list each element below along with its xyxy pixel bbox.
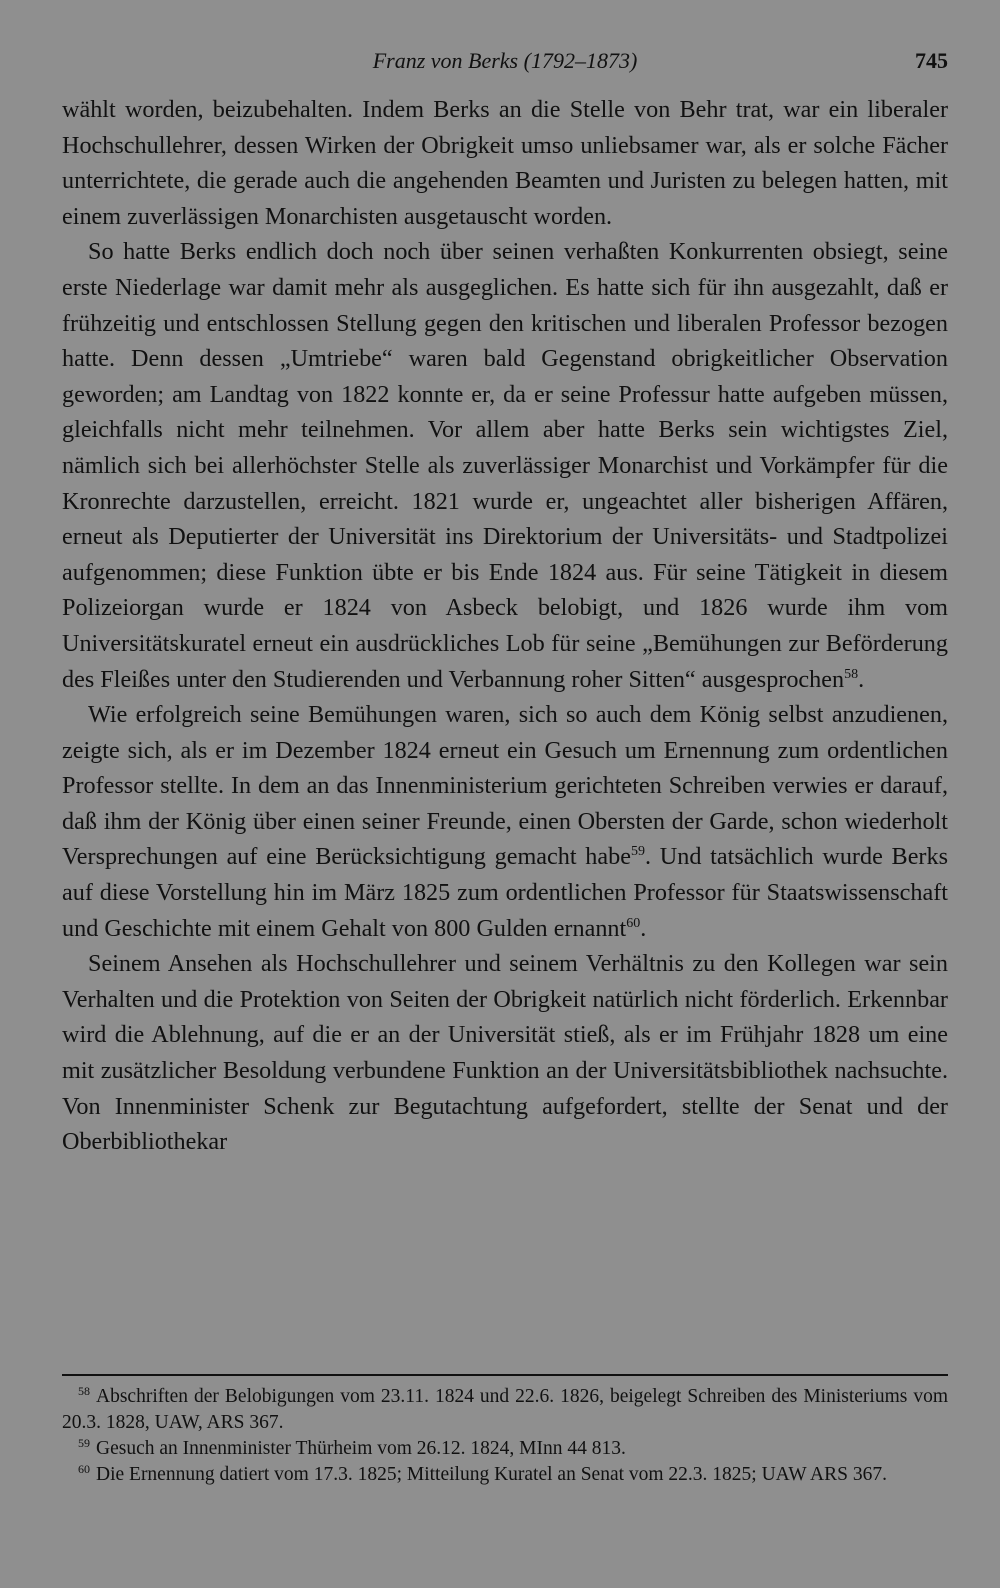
footnote-58 — [62, 1384, 948, 1436]
footnote-59 — [62, 1436, 948, 1462]
paragraph-text: wählt worden, beizubehalten. Indem Berks an die Stelle von Behr trat, war ein liberaler Hochschullehrer, dessen Wirken der Obrigkeit umso unliebsamer war, als er solche Fächer unterrichtete, die gerade auch die angehenden Beamten und Juristen zu belegen hatten, mit einem zuverlässigen Monarchisten ausgetauscht worden. — [62, 96, 948, 230]
body-text — [62, 92, 948, 1160]
footnote-60 — [62, 1462, 948, 1488]
footnote-separator — [62, 1374, 948, 1376]
paragraph-tail: . — [858, 665, 865, 693]
footnote-ref-59[interactable]: 59 — [630, 844, 645, 860]
footnote-text: Abschriften der Belobigungen vom 23.11. 1824 und 22.6. 1826, beigelegt Schreiben des Ministeriums vom 20.3. 1828, UAW, ARS 367. — [62, 1386, 948, 1433]
paragraph-2 — [62, 234, 948, 697]
paragraph-text: Seinem Ansehen als Hochschullehrer und seinem Verhältnis zu den Kollegen war sein Verhalten und die Protektion von Seiten der Obrigkeit natürlich nicht förderlich. Erkennbar wird die Ablehnung, auf die er an der Universität stieß, als er im Frühjahr 1828 um eine mit zusätzlicher Besoldung verbundene Funktion an der Universitätsbibliothek nachsuchte. Von Innenminister Schenk zur Begutachtung aufgefordert, stellte der Senat und der Oberbibliothekar — [62, 950, 948, 1156]
footnote-mark: 60 — [78, 1461, 90, 1476]
page-number: 745 — [915, 48, 948, 73]
paragraph-tail: . — [640, 914, 647, 942]
footnote-ref-60[interactable]: 60 — [626, 915, 641, 931]
paragraph-3 — [62, 697, 948, 946]
running-head-title: Franz von Berks (1792–1873) — [372, 48, 638, 73]
footnotes — [62, 1384, 948, 1488]
paragraph-text: So hatte Berks endlich doch noch über seinen verhaßten Konkurrenten obsiegt, seine erste Niederlage war damit mehr als ausgeglichen. Es hatte sich für ihn ausgezahlt, daß er frühzeitig und entschlossen Stellung gegen den kritischen und liberalen Professor bezogen hatte. Denn dessen „Umtriebe“ waren bald Gegenstand obrigkeitlicher Observation geworden; am Landtag von 1822 konnte er, da er seine Professur hatte aufgeben müssen, gleichfalls nicht mehr teilnehmen. Vor allem aber hatte Berks sein wichtigstes Ziel, nämlich sich bei allerhöchster Stelle als zuverlässiger Monarchist und Vorkämpfer für die Kronrechte darzustellen, erreicht. 1821 wurde er, ungeachtet aller bisherigen Affären, erneut als Deputierter der Universität ins Direktorium der Universitäts- und Stadtpolizei aufgenommen; diese Funktion übte er bis Ende 1824 aus. Für seine Tätigkeit in diesem Polizeiorgan wurde er 1824 von Asbeck belobigt, und 1826 wurde ihm vom Universitätskuratel erneut ein ausdrückliches Lob für seine „Bemühungen zur Beförderung des Fleißes unter den Studierenden und Verbannung roher Sitten“ ausgesprochen — [62, 238, 948, 693]
footnote-ref-58[interactable]: 58 — [844, 666, 859, 682]
footnote-text: Die Ernennung datiert vom 17.3. 1825; Mitteilung Kuratel an Senat vom 22.3. 1825; UAW ARS 367. — [96, 1464, 887, 1485]
page — [62, 44, 948, 1160]
paragraph-4 — [62, 946, 948, 1160]
footnote-mark: 58 — [78, 1383, 90, 1398]
paragraph-text: Wie erfolgreich seine Bemühungen waren, sich so auch dem König selbst anzudienen, zeigte sich, als er im Dezember 1824 erneut ein Gesuch um Ernennung zum ordentlichen Professor stellte. In dem an das Innenministerium gerichteten Schreiben verwies er darauf, daß ihm der König über einen seiner Freunde, einen Obersten der Garde, schon wiederholt Versprechungen auf eine Berücksichtigung gemacht habe — [62, 701, 948, 871]
footnote-text: Gesuch an Innenminister Thürheim vom 26.12. 1824, MInn 44 813. — [96, 1438, 626, 1459]
paragraph-middle: . Und tatsächlich wurde Berks auf diese Vorstellung hin im März 1825 zum ordentlichen Professor für Staatswissenschaft und Geschichte mit einem Gehalt von 800 Gulden ernannt — [62, 843, 948, 942]
footnote-mark: 59 — [78, 1435, 90, 1450]
paragraph-1 — [62, 92, 948, 234]
running-head — [62, 44, 948, 84]
